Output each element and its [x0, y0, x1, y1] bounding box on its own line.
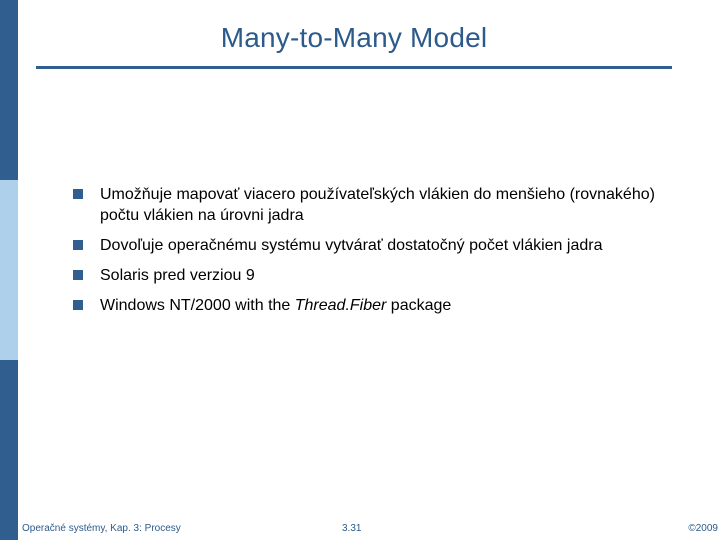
bullet-text: Umožňuje mapovať viacero používateľských vlákien do menšieho (rovnakého) počtu vlákien na úrovni jadra: [100, 186, 655, 224]
square-bullet-icon: [73, 189, 83, 199]
square-bullet-icon: [73, 270, 83, 280]
slide-title: Many-to-Many Model: [220, 22, 488, 53]
bullet-text: Solaris pred verziou 9: [100, 267, 255, 284]
footer-page-number: 3.31: [342, 523, 362, 534]
title-underline: [36, 66, 672, 69]
bullet-item: [72, 295, 692, 316]
bullet-item: [72, 235, 692, 256]
footer-course-label: Operačné systémy, Kap. 3: Procesy: [22, 523, 181, 534]
bullet-text: Dovoľuje operačnému systému vytvárať dostatočný počet vlákien jadra: [100, 237, 603, 254]
footer-copyright: ©2009: [688, 523, 718, 534]
bullet-text-emphasis: Thread.Fiber: [294, 297, 387, 314]
bullet-list: [72, 184, 692, 325]
square-bullet-icon: [73, 240, 83, 250]
square-bullet-icon: [73, 300, 83, 310]
bullet-item: [72, 184, 692, 226]
left-accent-bar-bottom: [0, 360, 18, 540]
bullet-text-suffix: package: [386, 297, 452, 314]
left-accent-bar-top: [0, 0, 18, 180]
left-accent-bar-middle: [0, 180, 18, 360]
bullet-item: [72, 265, 692, 286]
bullet-text-prefix: Windows NT/2000 with the: [100, 297, 295, 314]
